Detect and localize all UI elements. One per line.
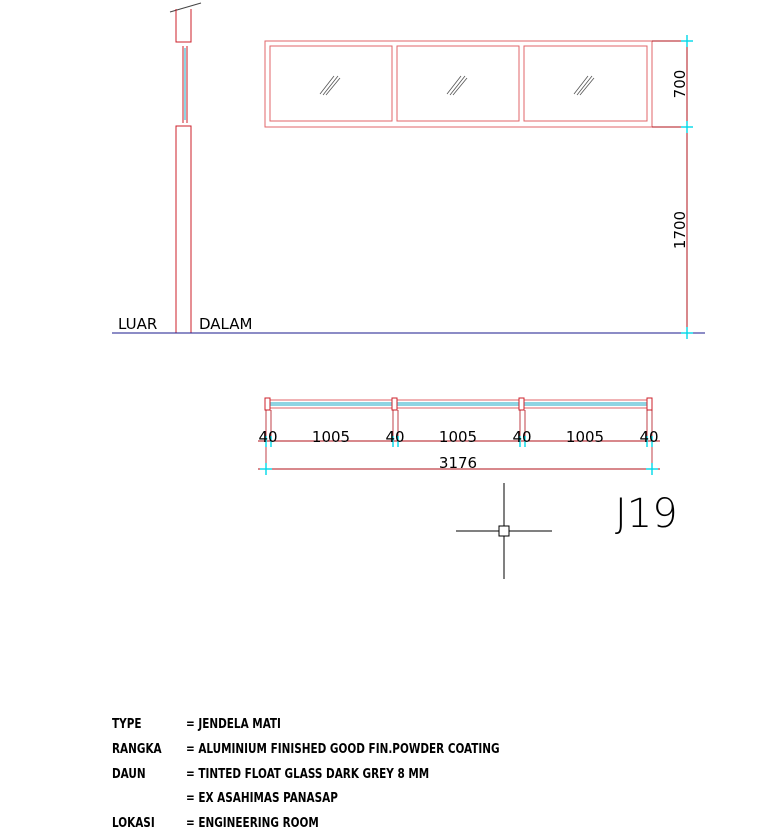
dim-seg-2: 1005 <box>311 428 351 446</box>
spec-value: = TINTED FLOAT GLASS DARK GREY 8 MM <box>185 766 430 782</box>
hatch-1b <box>323 76 338 95</box>
dim-seg-6: 1005 <box>565 428 605 446</box>
spec-value: = EX ASAHIMAS PANASAP <box>185 790 338 806</box>
vertical-dimension <box>652 35 693 339</box>
wall-break-line <box>170 3 201 12</box>
mullion-3 <box>519 398 524 410</box>
hatch-3a <box>574 76 588 94</box>
crosshair-cursor <box>456 483 552 579</box>
dim-seg-5: 40 <box>512 428 532 446</box>
mullion-2 <box>392 398 397 410</box>
spec-key: TYPE <box>112 716 142 732</box>
dim-total: 3176 <box>438 454 478 472</box>
window-pane-3 <box>524 46 647 121</box>
spec-key: DAUN <box>112 766 146 782</box>
window-pane-1 <box>270 46 392 121</box>
drawing-code: J19 <box>615 491 678 537</box>
spec-value: = ALUMINIUM FINISHED GOOD FIN.POWDER COATING <box>185 741 500 757</box>
mullion-1 <box>265 398 270 410</box>
label-outside: LUAR <box>118 315 158 333</box>
window-plan <box>258 398 660 475</box>
spec-key: LOKASI <box>112 815 155 831</box>
crosshair-pickbox <box>499 526 509 536</box>
wall-section <box>170 3 201 333</box>
hatch-2c <box>453 78 467 95</box>
dim-seg-7: 40 <box>639 428 659 446</box>
hatch-1a <box>320 76 334 94</box>
mullion-4 <box>647 398 652 410</box>
dim-seg-4: 1005 <box>438 428 478 446</box>
glass-hatch <box>320 76 594 95</box>
dim-seg-1: 40 <box>258 428 278 446</box>
hatch-3b <box>577 76 592 95</box>
hatch-3c <box>580 78 594 95</box>
window-pane-2 <box>397 46 519 121</box>
spec-value: = JENDELA MATI <box>185 716 281 732</box>
label-inside: DALAM <box>199 315 253 333</box>
dim-sill-height: 1700 <box>671 210 689 250</box>
wall-bottom-segment <box>176 126 191 333</box>
spec-value: = ENGINEERING ROOM <box>185 815 319 831</box>
dim-window-height: 700 <box>671 69 689 99</box>
wall-top-segment <box>176 9 191 42</box>
dim-seg-3: 40 <box>385 428 405 446</box>
hatch-1c <box>326 78 340 95</box>
hatch-2a <box>447 76 461 94</box>
hatch-2b <box>450 76 465 95</box>
spec-key: RANGKA <box>112 741 162 757</box>
